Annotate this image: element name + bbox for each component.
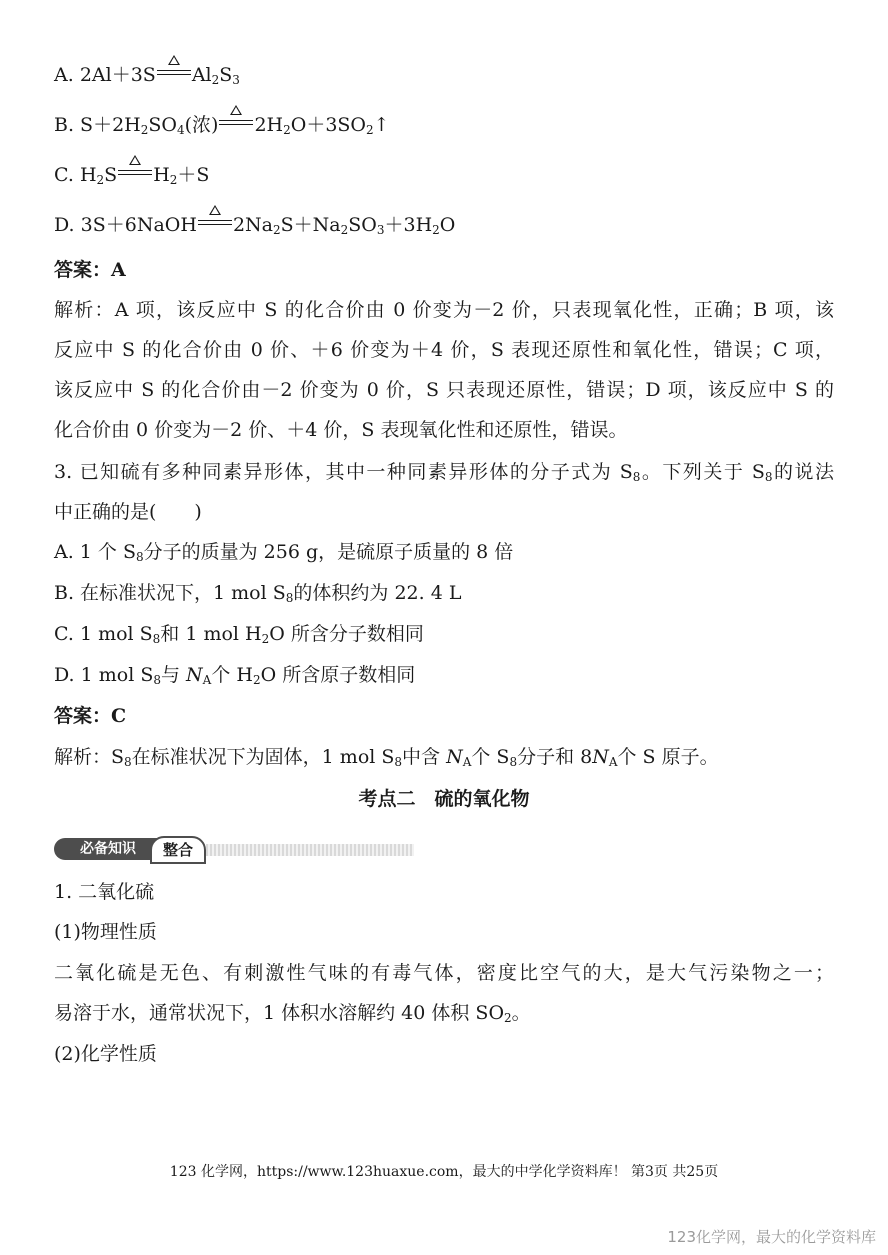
option-d: D. 3S＋6NaOH $2Na_2S+Na_2SO_3+3H_2O$ <box>54 212 455 238</box>
q2-answer: 答案：A <box>54 259 126 281</box>
q2-explanation-line-3: 该反应中 S 的化合价由－2 价变为 0 价，S 只表现还原性，错误；D 项，该反应中 S 的 <box>54 379 834 401</box>
q3-option-a: A. 1 个 $S_8$分子的质量为 256 g，是硫原子质量的 8 倍 <box>54 541 514 564</box>
heating-condition-icon <box>157 68 191 78</box>
q2-explanation-line-4: 化合价由 0 价变为－2 价、＋4 价，S 表现氧化性和还原性，错误。 <box>54 419 628 441</box>
q3-option-b: B. 在标准状况下，1 mol $S_8$的体积约为 22. 4 L <box>54 582 462 605</box>
option-c: C. $H_2S$ $H_2+S$ <box>54 162 209 188</box>
q2-explanation-line-2: 反应中 S 的化合价由 0 价、＋6 价变为＋4 价，S 表现还原性和氧化性，错误；C 项， <box>54 339 834 361</box>
page-footer: 123 化学网，https://www.123huaxue.com，最大的中学化学资料库！ 第3页 共25页 <box>169 1164 719 1180</box>
q3-explanation: 解析：$S_8$在标准状况下为固体，1 mol $S_8$中含 $N_A$个 $S_8$分子和 $8N_A$个 S 原子。 <box>54 746 719 769</box>
chemical-properties-title: (2)化学性质 <box>54 1043 157 1065</box>
q3-stem-line-2: 中正确的是( ) <box>54 501 202 523</box>
heating-condition-icon <box>219 118 253 128</box>
q3-option-c: C. 1 mol $S_8$和 1 mol $H_2O$ 所含分子数相同 <box>54 623 424 646</box>
heating-condition-icon <box>118 168 152 178</box>
physical-properties-line-2: 易溶于水，通常状况下，1 体积水溶解约 40 体积 $SO_2$。 <box>54 1002 531 1025</box>
watermark: 123化学网，最大的化学资料库 <box>667 1228 876 1246</box>
physical-properties-line-1: 二氧化硫是无色、有刺激性气味的有毒气体，密度比空气的大，是大气污染物之一； <box>54 962 834 984</box>
option-a: A. 2Al＋3S $Al_2S_3$ <box>54 62 240 88</box>
q3-option-d: D. 1 mol $S_8$与 $N_A$个 $H_2O$ 所含原子数相同 <box>54 664 416 687</box>
banner-decorative-bar <box>206 844 414 856</box>
banner-dark-label: 必备知识 <box>54 838 162 860</box>
option-b: B. $S+2H_2SO_4$(浓) $2H_2O+3SO_2↑$ <box>54 112 390 138</box>
knowledge-banner <box>54 836 414 862</box>
section-heading: 考点二 硫的氧化物 <box>358 788 530 810</box>
q2-explanation-line-1: 解析：A 项，该反应中 S 的化合价由 0 价变为－2 价，只表现氧化性，正确；B 项，该 <box>54 299 834 321</box>
q3-answer: 答案：C <box>54 705 127 727</box>
q3-stem-line-1: 3. 已知硫有多种同素异形体，其中一种同素异形体的分子式为 $S_8$。下列关于 $S_8$的说法 <box>54 461 834 484</box>
so2-title: 1. 二氧化硫 <box>54 881 155 903</box>
heating-condition-icon <box>198 218 232 228</box>
physical-properties-title: (1)物理性质 <box>54 921 157 943</box>
banner-light-label: 整合 <box>150 836 206 864</box>
